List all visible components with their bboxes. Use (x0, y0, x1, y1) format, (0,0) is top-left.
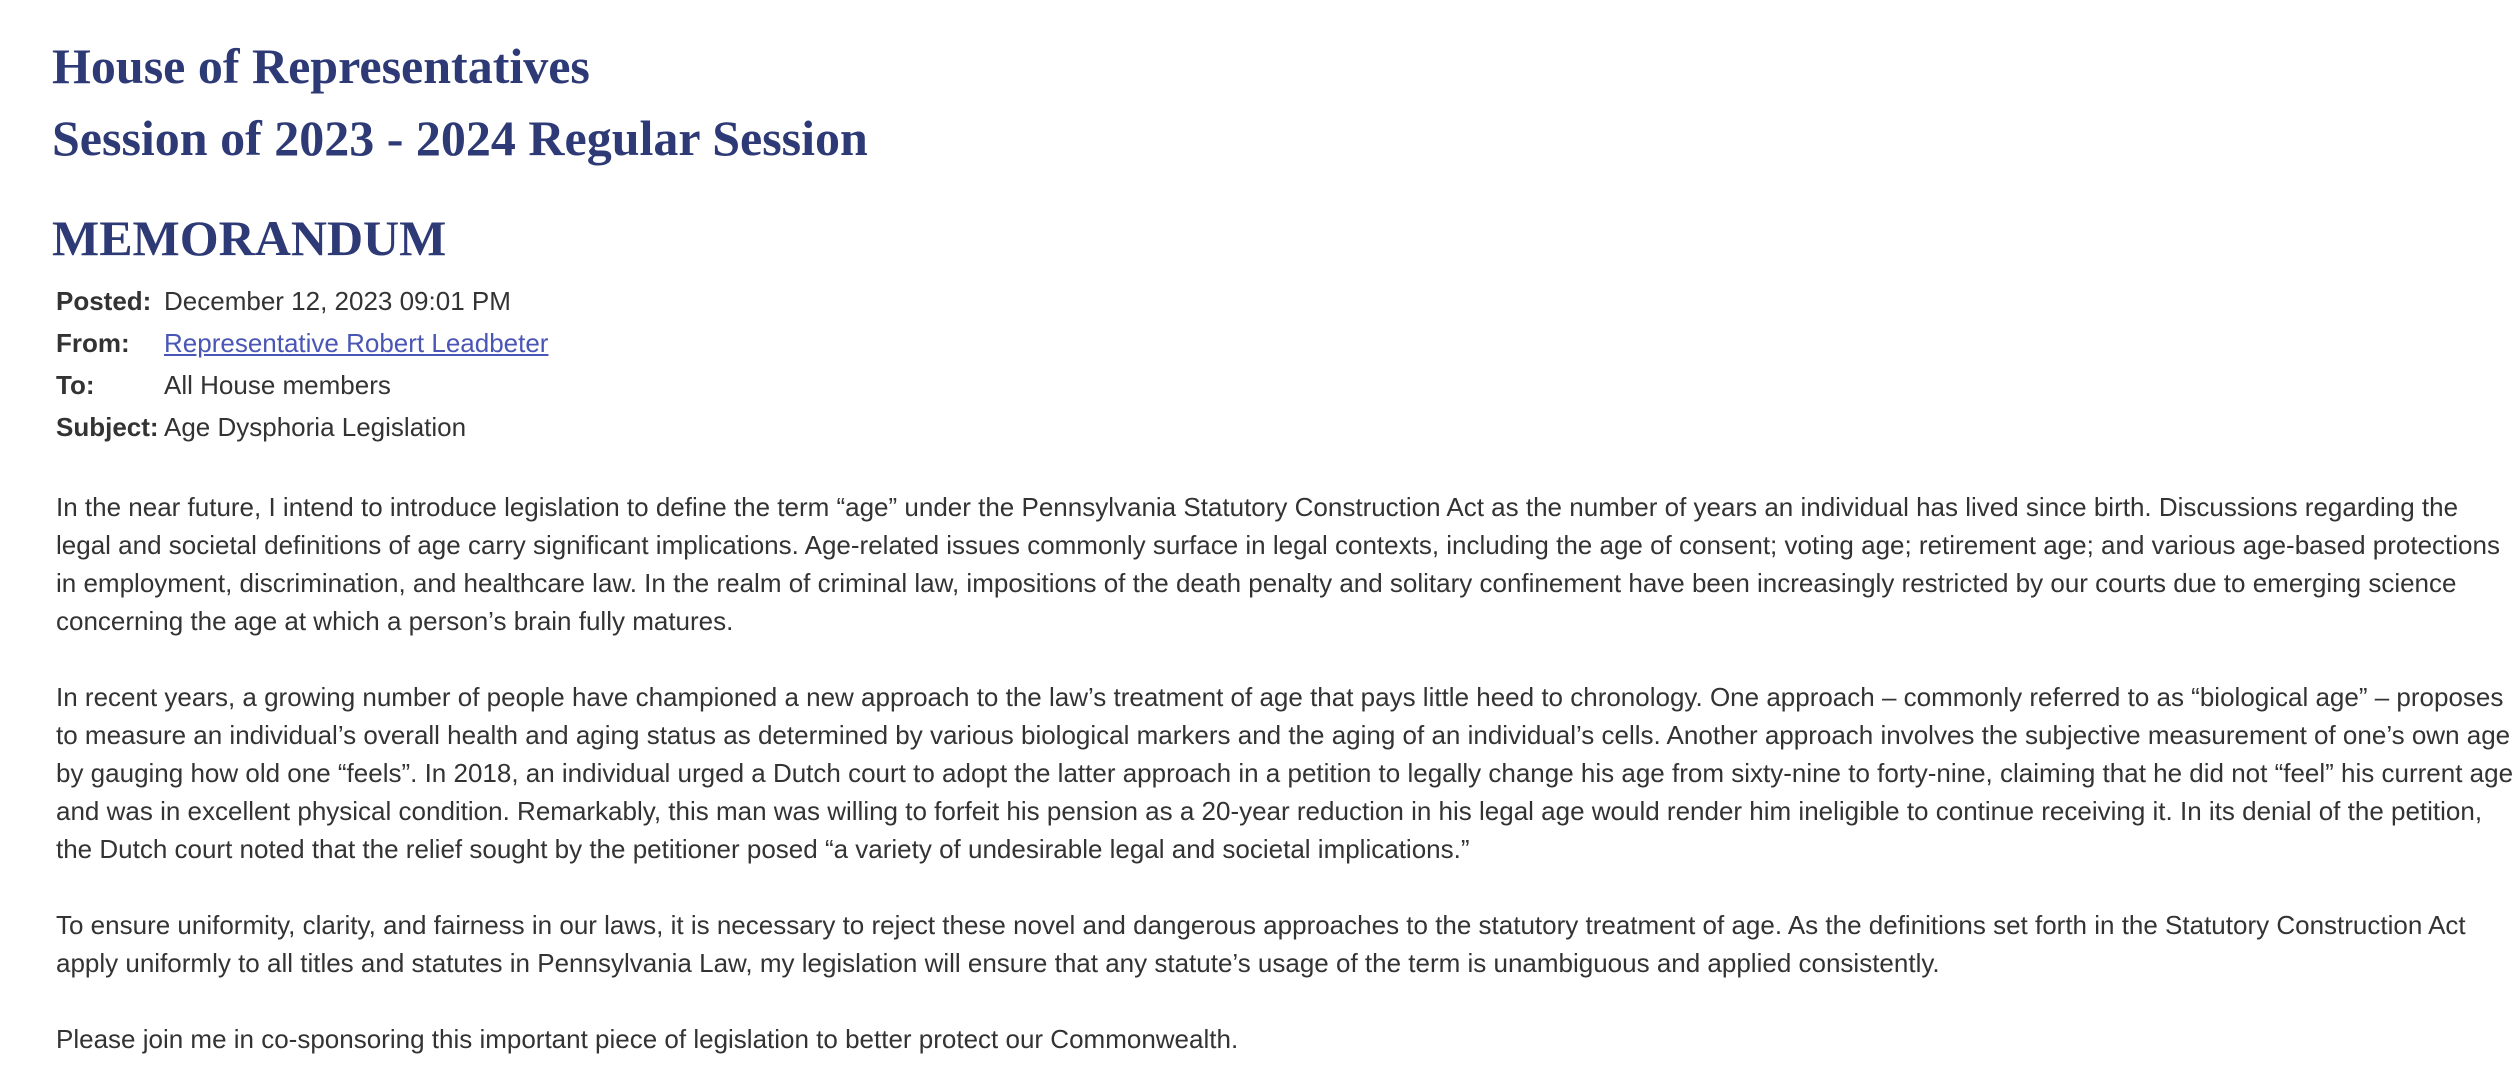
to-value: All House members (164, 369, 391, 400)
body-paragraph: Please join me in co-sponsoring this important piece of legislation to better protect our Commonwealth. (56, 1024, 1239, 1054)
from-link[interactable]: Representative Robert Leadbeter (164, 327, 549, 358)
body-paragraph: In the near future, I intend to introduce legislation to define the term “age” under the Pennsylvania Statutory Construction Act as the number of years an individual has lived since birth. Discussions regarding the legal and societal definitions of age carry significant implications. Age-related issues commonly surface in legal contexts, including the age of consent; voting age; retirement age; and various age-based protections in employment, discrimination, and healthcare law. In the realm of criminal law, impositions of the death penalty and solitary confinement have been increasingly restricted by our courts due to emerging science concerning the age at which a person’s brain fully matures. (56, 492, 2500, 636)
chamber-title: House of Representatives (52, 38, 590, 94)
body-paragraph: To ensure uniformity, clarity, and fairness in our laws, it is necessary to reject these novel and dangerous approaches to the statutory treatment of age. As the definitions set forth in the Statutory Construction Act apply uniformly to all titles and statutes in Pennsylvania Law, my legislation will ensure that any statute’s usage of the term is unambiguous and applied consistently. (56, 910, 2466, 978)
document-type-title: MEMORANDUM (52, 210, 447, 266)
posted-label: Posted: (56, 285, 152, 316)
session-title: Session of 2023 - 2024 Regular Session (52, 110, 868, 166)
subject-label: Subject: (56, 411, 159, 442)
subject-value: Age Dysphoria Legislation (164, 411, 467, 442)
body-paragraph: In recent years, a growing number of people have championed a new approach to the law’s treatment of age that pays little heed to chronology. One approach – commonly referred to as “biological age” – proposes to measure an individual’s overall health and aging status as determined by various biological markers and the aging of an individual’s cells. Another approach involves the subjective measurement of one’s own age by gauging how old one “feels”. In 2018, an individual urged a Dutch court to adopt the latter approach in a petition to legally change his age from sixty-nine to forty-nine, claiming that he did not “feel” his current age and was in excellent physical condition. Remarkably, this man was willing to forfeit his pension as a 20-year reduction in his legal age would render him ineligible to continue receiving it. In its denial of the petition, the Dutch court noted that the relief sought by the petitioner posed “a variety of undesirable legal and societal implications.” (56, 682, 2514, 864)
memo-body (56, 488, 2516, 1058)
to-row (56, 364, 548, 406)
subject-row (56, 406, 548, 448)
posted-row (56, 280, 548, 322)
from-row (56, 322, 548, 364)
to-label: To: (56, 369, 95, 400)
posted-value: December 12, 2023 09:01 PM (164, 285, 511, 316)
memo-metadata (56, 280, 548, 448)
from-label: From: (56, 327, 130, 358)
